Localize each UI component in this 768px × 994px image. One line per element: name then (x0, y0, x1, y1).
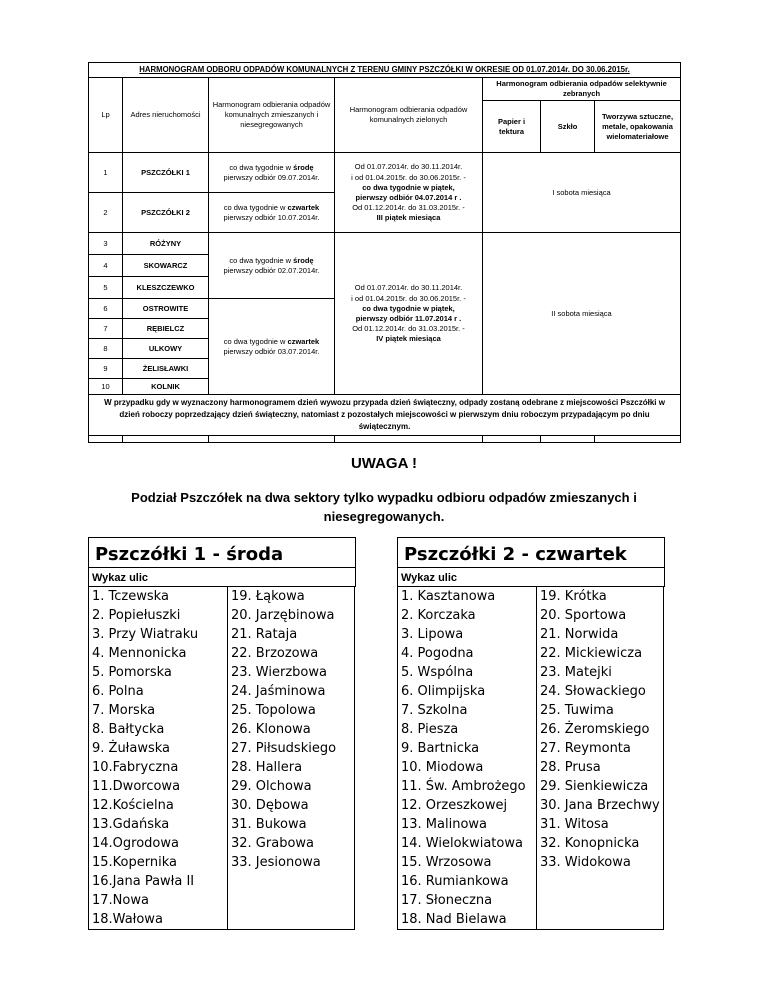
street-item: 17.Nowa (92, 893, 149, 908)
street-item (537, 891, 663, 910)
selective-bottom: II sobota miesiąca (483, 233, 681, 395)
row-lp: 4 (89, 255, 123, 277)
row-name: ŻELISŁAWKI (123, 359, 209, 379)
street-item: 22. Mickiewicza (540, 646, 643, 661)
street-item: 24. Jaśminowa (231, 684, 326, 699)
street-item: 25. Topolowa (231, 703, 316, 718)
street-item: 19. Łąkowa (231, 589, 305, 604)
street-item: 9. Bartnicka (401, 741, 480, 756)
street-item: 7. Szkolna (401, 703, 468, 718)
street-item: 22. Brzozowa (231, 646, 319, 661)
street-item: 3. Przy Wiatraku (92, 627, 199, 642)
sector2-streets (397, 586, 664, 930)
street-item: 4. Mennonicka (92, 646, 187, 661)
header-lp: Lp (89, 78, 123, 153)
street-item (228, 872, 354, 891)
street-item: 5. Wspólna (401, 665, 474, 680)
warning-heading: UWAGA ! (350, 455, 418, 472)
sector1-streets (88, 586, 355, 930)
street-item: 14. Wielokwiatowa (401, 836, 523, 851)
street-item: 2. Popiełuszki (92, 608, 181, 623)
street-item: 31. Witosa (540, 817, 609, 832)
street-item: 18.Wałowa (92, 912, 163, 927)
street-item: 10. Miodowa (401, 760, 484, 775)
header-paper: Papier i tektura (483, 101, 541, 153)
street-item: 15.Kopernika (92, 855, 177, 870)
street-item (537, 872, 663, 891)
street-item: 33. Widokowa (540, 855, 631, 870)
street-item: 3. Lipowa (401, 627, 464, 642)
mixed-row2: co dwa tygodnie w czwartek pierwszy odbiór 10.07.2014r. (209, 193, 335, 233)
header-mixed: Harmonogram odbierania odpadów komunalnych zmieszanych i niesegregowanych (209, 78, 335, 153)
footnote: W przypadku gdy w wyznaczony harmonogramem dzień wywozu przypada dzień świąteczny, odpady zostaną odebrane z miejscowości Pszczółki w dzień roboczy poprzedzający dzień świąteczny, natomiast z pozostałych miejscowości w pierwszym dniu roboczym przypadającym po dniu świątecznym. (89, 395, 681, 436)
street-item: 10.Fabryczna (92, 760, 179, 775)
row-lp: 10 (89, 379, 123, 395)
street-item: 30. Jana Brzechwy (540, 798, 660, 813)
street-item: 30. Dębowa (231, 798, 309, 813)
street-item: 13. Malinowa (401, 817, 488, 832)
sector1-col2 (227, 587, 355, 929)
header-adres: Adres nieruchomości (123, 78, 209, 153)
street-item: 26. Klonowa (231, 722, 311, 737)
street-item: 20. Sportowa (540, 608, 627, 623)
mixed-row1: co dwa tygodnie w środę pierwszy odbiór 09.07.2014r. (209, 153, 335, 193)
row-name: PSZCZÓŁKI 1 (123, 153, 209, 193)
street-item: 7. Morska (92, 703, 156, 718)
street-item: 13.Gdańska (92, 817, 170, 832)
street-item: 8. Bałtycka (92, 722, 165, 737)
row-lp: 8 (89, 339, 123, 359)
street-item (537, 910, 663, 929)
row-name: RÓŻYNY (123, 233, 209, 255)
street-item: 23. Wierzbowa (231, 665, 327, 680)
mixed-group1: co dwa tygodnie w środę pierwszy odbiór 02.07.2014r. (209, 233, 335, 299)
row-name: OSTROWITE (123, 299, 209, 319)
schedule-title: HARMONOGRAM ODBORU ODPADÓW KOMUNALNYCH Z TERENU GMINY PSZCZÓŁKI W OKRESIE OD 01.07.2014r. DO 30.06.2015r. (89, 63, 681, 78)
street-item: 2. Korczaka (401, 608, 476, 623)
street-item: 18. Nad Bielawa (401, 912, 507, 927)
selective-top: I sobota miesiąca (483, 153, 681, 233)
street-item: 16. Rumiankowa (401, 874, 509, 889)
street-item: 29. Olchowa (231, 779, 312, 794)
street-item: 1. Kasztanowa (401, 589, 496, 604)
sector2-wykaz: Wykaz ulic (401, 572, 458, 584)
street-item: 4. Pogodna (401, 646, 474, 661)
mixed-group2: co dwa tygodnie w czwartek pierwszy odbiór 03.07.2014r. (209, 299, 335, 395)
header-glass: Szkło (541, 101, 595, 153)
street-item: 12. Orzeszkowej (401, 798, 508, 813)
street-item: 32. Grabowa (231, 836, 314, 851)
street-item: 26. Żeromskiego (540, 722, 650, 737)
street-item: 11.Dworcowa (92, 779, 181, 794)
street-item: 33. Jesionowa (231, 855, 321, 870)
street-item: 9. Żuławska (92, 741, 171, 756)
street-item: 25. Tuwima (540, 703, 614, 718)
row-name: ULKOWY (123, 339, 209, 359)
schedule-table (88, 62, 681, 443)
green-top: Od 01.07.2014r. do 30.11.2014r. i od 01.04.2015r. do 30.06.2015r. - co dwa tygodnie w piątek, pierwszy odbiór 04.07.2014 r . Od 01.12.2014r. do 31.03.2015r. - III piątek miesiąca (335, 153, 483, 233)
street-item: 28. Prusa (540, 760, 601, 775)
sector2-header (397, 537, 665, 587)
street-item (228, 910, 354, 929)
header-plastics: Tworzywa sztuczne, metale, opakowania wielomateriałowe (595, 101, 681, 153)
sector2-title: Pszczółki 2 - czwartek (398, 538, 664, 568)
street-item: 24. Słowackiego (540, 684, 646, 699)
row-lp: 2 (89, 193, 123, 233)
street-item: 27. Piłsudskiego (231, 741, 337, 756)
header-green: Harmonogram odbierania odpadów komunalnych zielonych (335, 78, 483, 153)
row-lp: 9 (89, 359, 123, 379)
street-item: 32. Konopnicka (540, 836, 640, 851)
sector1-title: Pszczółki 1 - środa (89, 538, 355, 568)
row-name: KLESZCZEWKO (123, 277, 209, 299)
street-item: 17. Słoneczna (401, 893, 493, 908)
row-lp: 3 (89, 233, 123, 255)
row-lp: 6 (89, 299, 123, 319)
row-lp: 5 (89, 277, 123, 299)
street-item: 11. Św. Ambrożego (401, 779, 526, 794)
warning-subtitle: Podział Pszczółek na dwa sektory tylko wypadku odbioru odpadów zmieszanych i niesegregowanych. (131, 490, 637, 524)
street-item: 8. Piesza (401, 722, 459, 737)
sector1-header (88, 537, 356, 587)
sector2-col2 (536, 587, 664, 929)
row-name: KOLNIK (123, 379, 209, 395)
row-name: PSZCZÓŁKI 2 (123, 193, 209, 233)
street-item: 16.Jana Pawła II (92, 874, 195, 889)
street-item: 1. Tczewska (92, 589, 169, 604)
row-name: RĘBIELCZ (123, 319, 209, 339)
street-item (228, 891, 354, 910)
green-bottom: Od 01.07.2014r. do 30.11.2014r. i od 01.04.2015r. do 30.06.2015r. - co dwa tygodnie w piątek, pierwszy odbiór 11.07.2014 r . Od 01.12.2014r. do 31.03.2015r. - IV piątek miesiąca (335, 233, 483, 395)
street-item: 31. Bukowa (231, 817, 307, 832)
street-item: 21. Norwida (540, 627, 619, 642)
row-name: SKOWARCZ (123, 255, 209, 277)
row-lp: 7 (89, 319, 123, 339)
street-item: 6. Olimpijska (401, 684, 486, 699)
street-item: 23. Matejki (540, 665, 612, 680)
header-selective: Harmonogram odbierania odpadów selektywnie zebranych (483, 78, 681, 101)
street-item: 29. Sienkiewicza (540, 779, 649, 794)
row-lp: 1 (89, 153, 123, 193)
street-item: 20. Jarzębinowa (231, 608, 335, 623)
street-item: 28. Hallera (231, 760, 303, 775)
street-item: 12.Kościelna (92, 798, 174, 813)
street-item: 5. Pomorska (92, 665, 172, 680)
street-item: 15. Wrzosowa (401, 855, 492, 870)
sector2-col1 (397, 587, 536, 929)
street-item: 6. Polna (92, 684, 144, 699)
street-item: 27. Reymonta (540, 741, 631, 756)
street-item: 21. Rataja (231, 627, 298, 642)
sector1-wykaz: Wykaz ulic (92, 572, 149, 584)
street-item: 19. Krótka (540, 589, 607, 604)
street-item: 14.Ogrodowa (92, 836, 179, 851)
sector1-col1 (88, 587, 227, 929)
